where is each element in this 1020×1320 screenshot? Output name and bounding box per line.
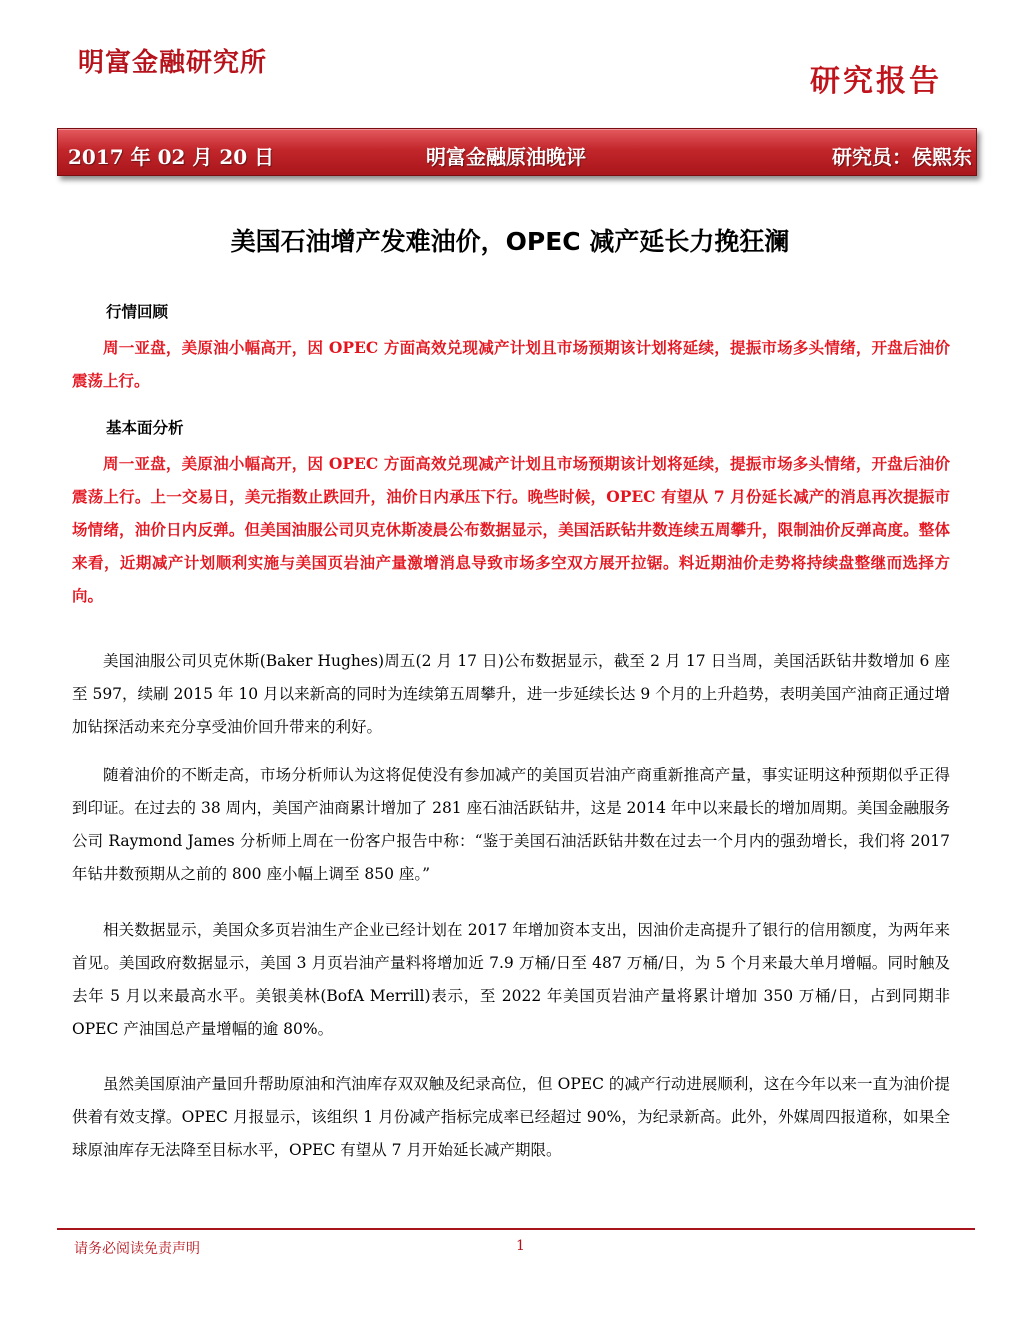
page-number: 1 (516, 1238, 525, 1254)
footer-divider (57, 1228, 975, 1230)
body-paragraph: 随着油价的不断走高，市场分析师认为这将促使没有参加减产的美国页岩油产商重新推高产量，事实证明这种预期似乎正得到印证。在过去的 38 周内，美国产油商累计增加了 281 座石油活跃钻井，这是 2014 年中以来最长的增加周期。美国金融服务公司 Raymond James 分析师上周在一份客户报告中称：“鉴于美国石油活跃钻井数在过去一个月内的强劲增长，我们将 2017 年钻井数预期从之前的 800 座小幅上调至 850 座。” (72, 766, 950, 883)
report-type-label: 研究报告 (810, 64, 942, 99)
article-title: 美国石油增产发难油价，OPEC 减产延长力挽狂澜 (230, 227, 790, 256)
report-author: 研究员：侯熙东 (832, 145, 972, 169)
section-heading-market-review: 行情回顾 (106, 303, 169, 321)
report-series: 明富金融原油晚评 (426, 145, 586, 169)
fundamental-summary-paragraph: 周一亚盘，美原油小幅高开，因 OPEC 方面高效兑现减产计划且市场预期该计划将延续，提振市场多头情绪，开盘后油价震荡上行。上一交易日，美元指数止跌回升，油价日内承压下行。晚些时候，OPEC 有望从 7 月份延长减产的消息再次提振市场情绪，油价日内反弹。但美国油服公司贝克休斯凌晨公布数据显示，美国活跃钻井数连续五周攀升，限制油价反弹高度。整体来看，近期减产计划顺利实施与美国页岩油产量激增消息导致市场多空双方展开拉锯。料近期油价走势将持续盘整继而选择方向。 (72, 454, 950, 605)
company-logo: 明富金融研究所 (78, 48, 268, 78)
report-date: 2017 年 02 月 20 日 (68, 145, 275, 169)
disclaimer-note: 请务必阅读免责声明 (74, 1241, 200, 1257)
section-heading-fundamental: 基本面分析 (106, 419, 184, 437)
body-paragraph: 美国油服公司贝克休斯(Baker Hughes)周五(2 月 17 日)公布数据显示，截至 2 月 17 日当周，美国活跃钻井数增加 6 座至 597，续刷 2015 年 10 月以来新高的同时为连续第五周攀升，进一步延续长达 9 个月的上升趋势，表明美国产油商正通过增加钻探活动来充分享受油价回升带来的利好。 (72, 652, 950, 736)
report-info-banner (57, 128, 977, 176)
market-review-paragraph: 周一亚盘，美原油小幅高开，因 OPEC 方面高效兑现减产计划且市场预期该计划将延续，提振市场多头情绪，开盘后油价震荡上行。 (72, 338, 950, 390)
body-paragraph: 虽然美国原油产量回升帮助原油和汽油库存双双触及纪录高位，但 OPEC 的减产行动进展顺利，这在今年以来一直为油价提供着有效支撑。OPEC 月报显示，该组织 1 月份减产指标完成率已经超过 90%，为纪录新高。此外，外媒周四报道称，如果全球原油库存无法降至目标水平，OPEC 有望从 7 月开始延长减产期限。 (72, 1075, 950, 1159)
body-paragraph: 相关数据显示，美国众多页岩油生产企业已经计划在 2017 年增加资本支出，因油价走高提升了银行的信用额度，为两年来首见。美国政府数据显示，美国 3 月页岩油产量料将增加近 7.9 万桶/日至 487 万桶/日，为 5 个月来最大单月增幅。同时触及去年 5 月以来最高水平。美银美林(BofA Merrill)表示，至 2022 年美国页岩油产量将累计增加 350 万桶/日，占到同期非 OPEC 产油国总产量增幅的逾 80%。 (72, 921, 950, 1038)
